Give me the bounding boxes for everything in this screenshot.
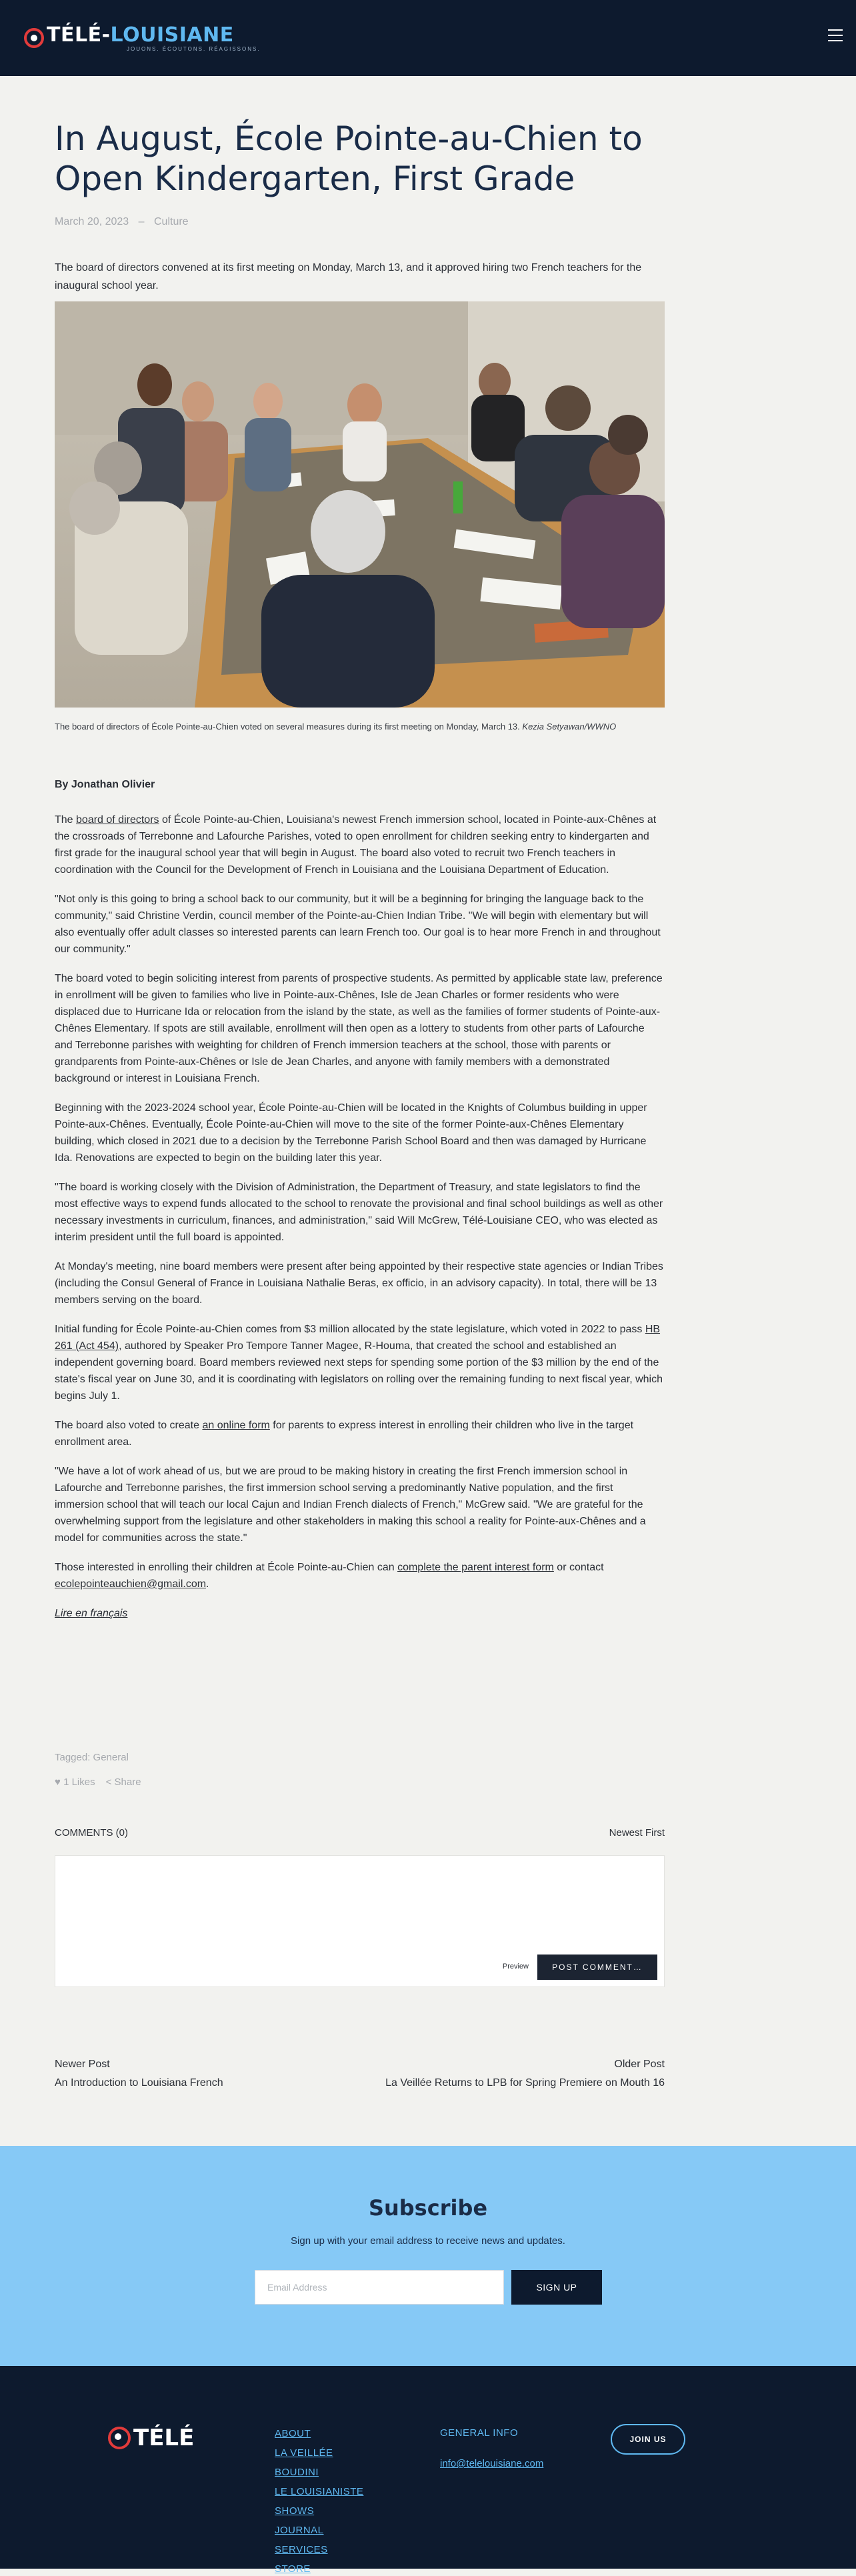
subscribe-text: Sign up with your email address to receive news and updates.: [291, 2235, 565, 2247]
online-form-link[interactable]: an online form: [202, 1420, 270, 1431]
paragraph-7: Initial funding for École Pointe-au-Chien comes from $3 million allocated by the state legislature, which voted in 2022 to pass HB 261 (Act 454), authored by Speaker Pro Tempore Tanner Magee, R-Houma, that created the school and established an independent governing board. Board members reviewed next steps for spending some portion of the $3 million by the end of the state's fiscal year on June 30, and it is coordinating with legislators on rolling over the remaining funding to next fiscal year, which begins July 1.: [55, 1324, 663, 1402]
footer-nav-le-louisianiste[interactable]: LE LOUISIANISTE: [275, 2486, 364, 2497]
older-post-title: La Veillée Returns to LPB for Spring Premiere on Mouth 16: [385, 2077, 665, 2089]
tag-list: [55, 1752, 129, 1763]
subscribe-title: Subscribe: [368, 2195, 488, 2221]
article-title: In August, École Pointe-au-Chien to Open Kindergarten, First Grade: [55, 119, 643, 198]
comments-header: [55, 1827, 665, 1838]
meta-separator: –: [138, 216, 145, 227]
article-meta: [55, 216, 665, 228]
lire-en-francais-link[interactable]: Lire en français: [55, 1608, 128, 1619]
footer-nav-about[interactable]: ABOUT: [275, 2428, 311, 2439]
hb-261-link[interactable]: HB 261 (Act 454): [55, 1324, 661, 1352]
comments-sort-dropdown[interactable]: Newest First: [609, 1827, 665, 1838]
footer-logo-text: TÉLÉ: [133, 2425, 195, 2451]
paragraph-3: The board voted to begin soliciting interest from parents of prospective students. As permitted by applicable state law, preference in enrollment will be given to families who live in Pointe-aux-Chênes, Isle de Jean Charles or former residents who were displaced due to Hurricane Ida or relocation from the island by the state, as well as the families of former students of Pointe-aux-Chênes Elementary. If spots are still available, enrollment will then open as a lottery to students from other parts of Lafourche and Terrebonne parishes with weighting for children of French immersion teachers at the school, those with parents or grandparents from Pointe-aux-Chênes or Isle de Jean Charles, and anyone with family members with a demonstrated background or interest in Louisiana French.: [55, 973, 663, 1084]
meeting-photo-illustration: [55, 301, 665, 708]
board-of-directors-link[interactable]: board of directors: [76, 814, 159, 826]
heart-icon: ♥: [55, 1776, 61, 1788]
post-pagination: [55, 2055, 665, 2093]
footer-nav: [275, 2427, 363, 2576]
older-post-label: Older Post: [614, 2059, 665, 2070]
school-email-link[interactable]: ecolepointeauchien@gmail.com: [55, 1578, 207, 1590]
photo-caption: [55, 721, 665, 733]
footer-nav-store[interactable]: STORE: [275, 2563, 311, 2575]
site-header: [0, 0, 856, 76]
logo-mark-icon: [24, 28, 44, 48]
article-lead: The board of directors convened at its first meeting on Monday, March 13, and it approved hiring two French teachers for the inaugural school year.: [55, 262, 642, 291]
french-version-paragraph: [55, 1605, 665, 1622]
paragraph-8: The board also voted to create an online form for parents to express interest in enrolling their children who live in the target enrollment area.: [55, 1420, 634, 1448]
paragraph-6: At Monday's meeting, nine board members were present after being appointed by their respective state agencies or Indian Tribes (including the Consul General of France in Louisiana Nathalie Beras, ex officio, in an advisory capacity). In total, there will be 13 members serving on the board.: [55, 1261, 663, 1306]
subscribe-section: [0, 2146, 856, 2366]
footer-nav-shows[interactable]: SHOWS: [275, 2505, 315, 2517]
social-actions: [55, 1776, 141, 1788]
paragraph-10: Those interested in enrolling their children at École Pointe-au-Chien can complete the parent interest form or contact ecolepointeauchien@gmail.com.: [55, 1562, 604, 1590]
logo-text-white: TÉLÉ-: [47, 23, 111, 47]
paragraph-2: "Not only is this going to bring a school back to our community, but it will be a beginning for bringing the language back to the community," said Christine Verdin, council member of the Pointe-au-Chien Indian Tribe. "We will begin with elementary but will also eventually offer adult classes so interested parents can learn French too. Our goal is to hear more French in and throughout our community.": [55, 894, 661, 955]
preview-button[interactable]: Preview: [502, 1963, 529, 1971]
older-post-link[interactable]: [385, 2055, 665, 2093]
comments-count: COMMENTS (0): [55, 1827, 128, 1838]
article-category[interactable]: Culture: [154, 216, 189, 227]
footer-logo[interactable]: [108, 2425, 194, 2451]
share-button[interactable]: < Share: [105, 1776, 141, 1788]
share-icon: <: [105, 1776, 112, 1788]
newer-post-link[interactable]: [55, 2055, 223, 2093]
article-header: [55, 119, 665, 295]
caption-text: The board of directors of École Pointe-au-Chien voted on several measures during its first meeting on Monday, March 13.: [55, 722, 520, 732]
sign-up-button[interactable]: SIGN UP: [511, 2270, 602, 2305]
footer-nav-la-veillee[interactable]: LA VEILLÉE: [275, 2447, 333, 2459]
paragraph-5: "The board is working closely with the Division of Administration, the Department of Treasury, and state legislators to find the most effective ways to expend funds allocated to the school to renovate the provisional and final school buildings as well as other necessary investments in curriculum, finances, and administration," said Will McGrew, Télé-Louisiane CEO, who was elected as interim president until the full board is appointed.: [55, 1182, 663, 1243]
paragraph-9: "We have a lot of work ahead of us, but we are proud to be making history in creating the first French immersion school in Lafourche and Terrebonne parishes, the first immersion school serving a predominantly Native population, and the first immersion school that will teach our local Cajun and Indian French dialects of French," McGrew said. "We are grateful for the overwhelming support from the legislature and other stakeholders in making this school a reality for Pointe-aux-Chênes and a model for communities across the state.": [55, 1466, 646, 1544]
footer-email-link[interactable]: info@telelouisiane.com: [440, 2458, 544, 2469]
footer-nav-journal[interactable]: JOURNAL: [275, 2525, 324, 2536]
footer-nav-boudini[interactable]: BOUDINI: [275, 2467, 319, 2478]
article-byline: By Jonathan Olivier: [55, 779, 155, 790]
article-date: March 20, 2023: [55, 216, 129, 227]
tag-general[interactable]: General: [93, 1752, 129, 1763]
logo-text-blue: LOUISIANE: [110, 23, 234, 47]
newer-post-title: An Introduction to Louisiana French: [55, 2077, 223, 2089]
email-input[interactable]: Email Address: [255, 2270, 504, 2305]
paragraph-1: The board of directors of École Pointe-au-Chien, Louisiana's newest French immersion school, located in Pointe-aux-Chênes at the crossroads of Terrebonne and Lafourche Parishes, voted to open enrollment for children seeking entry to kindergarten and first grade for the inaugural school year that will begin in August. The board also voted to recruit two French teachers in coordination with the Council for the Development of French in Louisiana and the Louisiana Department of Education.: [55, 814, 657, 876]
caption-credit: Kezia Setyawan/WWNO: [522, 722, 617, 732]
article-photo: [55, 301, 665, 708]
hamburger-menu-icon[interactable]: [828, 29, 843, 41]
logo-wordmark: [47, 25, 261, 52]
logo-tagline: JOUONS. ÉCOUTONS. RÉAGISSONS.: [127, 45, 261, 52]
newer-post-label: Newer Post: [55, 2059, 110, 2070]
paragraph-4: Beginning with the 2023-2024 school year, École Pointe-au-Chien will be located in the Knights of Columbus building in upper Pointe-aux-Chênes. Eventually, École Pointe-au-Chien will move to the site of the former Pointe-aux-Chênes Elementary building, which closed in 2021 due to a decision by the Terrebonne Parish School Board and then was damaged by Hurricane Ida. Renovations are expected to begin on the building later this year.: [55, 1102, 647, 1164]
tag-label: Tagged:: [55, 1752, 93, 1763]
join-us-button[interactable]: JOIN US: [611, 2424, 685, 2455]
comment-textarea[interactable]: [55, 1855, 665, 1987]
parent-interest-form-link[interactable]: complete the parent interest form: [397, 1562, 554, 1573]
like-button[interactable]: ♥ 1 Likes: [55, 1776, 95, 1788]
footer-logo-mark-icon: [108, 2427, 131, 2449]
site-logo[interactable]: [24, 21, 261, 55]
footer-nav-services[interactable]: SERVICES: [275, 2544, 328, 2555]
site-footer: [0, 2366, 856, 2575]
article-body: [55, 776, 665, 1634]
footer-general-info-title: GENERAL INFO: [440, 2427, 519, 2439]
post-comment-button[interactable]: POST COMMENT…: [537, 1955, 657, 1980]
